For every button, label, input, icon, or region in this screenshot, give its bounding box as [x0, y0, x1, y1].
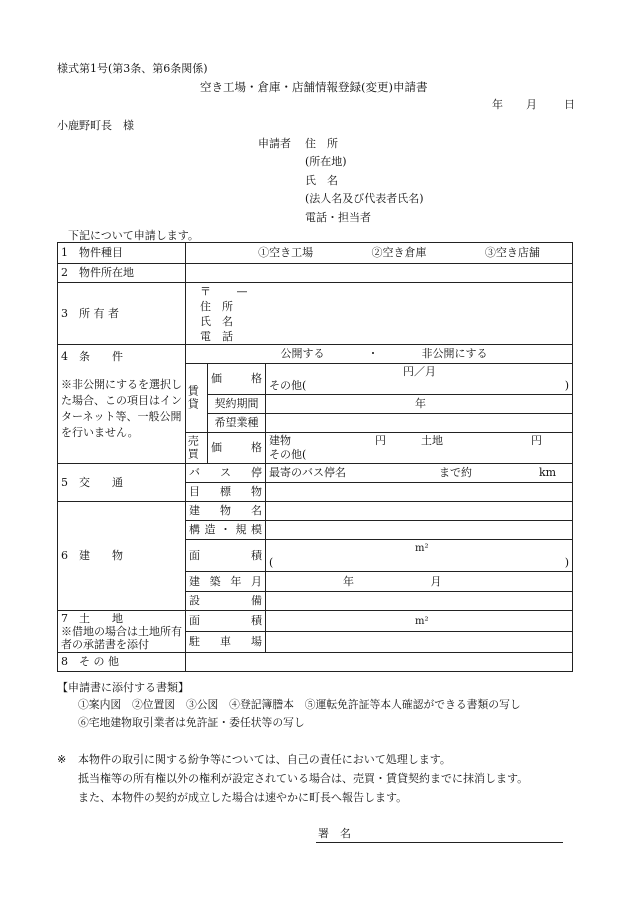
application-form-table	[57, 242, 573, 672]
owner-name: 氏 名	[200, 314, 233, 328]
building-area-open: (	[269, 555, 274, 569]
row7-note: ※借地の場合は土地所有者の承諾書を添付	[61, 625, 182, 651]
signature-label: 署 名	[318, 827, 351, 840]
rent-price-label: 価 格	[208, 364, 266, 395]
row7-label: 7 土 地	[61, 612, 123, 625]
option-public[interactable]: 公開する	[280, 347, 325, 361]
row7-label-cell	[58, 611, 186, 653]
row-other	[58, 653, 573, 672]
build-month-unit: 月	[430, 574, 442, 588]
building-area-field[interactable]	[266, 540, 573, 572]
property-type-options[interactable]	[186, 243, 573, 264]
option-store[interactable]: ③空き店舗	[484, 246, 540, 260]
rent-other-label: その他(	[269, 379, 307, 392]
sale-group-label: 売買	[186, 435, 200, 461]
applicant-name: 氏 名	[305, 174, 338, 187]
page-title: 空き工場・倉庫・店舗情報登録(変更)申請書	[200, 80, 428, 94]
row-location	[58, 264, 573, 283]
owner-postal: 〒 —	[200, 284, 248, 298]
rent-price-unit: 円／月	[403, 365, 436, 378]
contract-period-label: 契約期間	[208, 395, 266, 414]
sale-price-label: 価 格	[208, 433, 266, 464]
owner-address: 住 所	[200, 299, 233, 313]
attachments-heading: 【申請書に添付する書類】	[57, 681, 189, 694]
rent-group-cell	[186, 364, 208, 433]
sale-group-cell	[186, 433, 208, 464]
row6-label: 6 建 物	[58, 502, 186, 611]
sale-price-field[interactable]	[266, 433, 573, 464]
facilities-field[interactable]	[266, 592, 573, 611]
build-year-unit: 年	[343, 574, 354, 588]
signature-line[interactable]	[316, 842, 563, 843]
sale-land-yen: 円	[531, 434, 542, 447]
rent-group-label: 賃貸	[186, 385, 200, 411]
building-area-label: 面 積	[186, 540, 266, 572]
owner-phone: 電 話	[200, 329, 233, 343]
sale-building-yen: 円	[375, 434, 386, 447]
build-date-field[interactable]	[266, 572, 573, 592]
option-private[interactable]: 非公開にする	[421, 347, 488, 361]
landmark-field[interactable]	[266, 483, 573, 502]
bus-stop-field[interactable]	[266, 464, 573, 483]
date-month: 月	[526, 98, 537, 111]
sale-other-label: その他(	[269, 448, 307, 461]
row-conditions-visibility	[58, 345, 573, 364]
build-date-label: 建 築 年 月	[186, 572, 266, 592]
sale-building-label: 建物	[269, 434, 291, 447]
other-field[interactable]	[186, 653, 573, 672]
desired-industry-field[interactable]	[266, 414, 573, 433]
intro-text: 下記について申請します。	[68, 229, 199, 242]
row-property-type	[58, 243, 573, 264]
bus-stop-unit: km	[539, 466, 557, 480]
date-year: 年	[492, 98, 503, 111]
attachments-line-1: ①案内図 ②位置図 ③公図 ④登記簿謄本 ⑤運転免許証等本人確認ができる書類の写し	[78, 698, 521, 711]
footer-line-2: 抵当権等の所有権以外の権利が設定されている場合は、売買・賃貸契約までに抹消します。	[78, 772, 529, 785]
attachments-line-2: ⑥宅地建物取引業者は免許証・委任状等の写し	[78, 716, 305, 729]
applicant-phone: 電話・担当者	[305, 211, 371, 224]
row2-label: 2 物件所在地	[58, 264, 186, 283]
bus-stop-distance: まで約	[439, 466, 472, 480]
land-area-field[interactable]	[266, 611, 573, 632]
addressee: 小鹿野町長 様	[57, 119, 134, 132]
location-field[interactable]	[186, 264, 573, 283]
applicant-address-note: (所在地)	[305, 155, 347, 168]
row-building-name	[58, 502, 573, 521]
structure-label: 構造・規模	[186, 521, 266, 540]
parking-label: 駐 車 場	[186, 632, 266, 653]
row4-label: 4 条 件	[61, 350, 123, 363]
row-owner	[58, 283, 573, 345]
structure-field[interactable]	[266, 521, 573, 540]
footer-mark: ※	[57, 753, 67, 766]
building-name-label: 建 物 名	[186, 502, 266, 521]
form-number: 様式第1号(第3条、第6条関係)	[57, 62, 208, 75]
option-warehouse[interactable]: ②空き倉庫	[371, 246, 427, 260]
row4-note: ※非公開にするを選択した場合、この項目はインターネット等、一般公開を行いません。	[61, 378, 182, 439]
landmark-label: 目 標 物	[186, 483, 266, 502]
applicant-label: 申請者	[258, 137, 291, 150]
row1-label: 1 物件種目	[58, 243, 186, 264]
row5-label: 5 交 通	[58, 464, 186, 502]
row8-label: 8 そ の 他	[58, 653, 186, 672]
parking-field[interactable]	[266, 632, 573, 653]
footer-line-3: また、本物件の契約が成立した場合は速やかに町長へ報告します。	[78, 791, 408, 804]
rent-other-close: )	[564, 379, 570, 392]
sale-land-label: 土地	[421, 434, 443, 447]
bus-stop-label: バ ス 停	[186, 464, 266, 483]
desired-industry-label: 希望業種	[208, 414, 266, 433]
facilities-label: 設 備	[186, 592, 266, 611]
applicant-name-note: (法人名及び代表者氏名)	[305, 192, 424, 205]
row4-label-cell	[58, 345, 186, 464]
footer-line-1: 本物件の取引に関する紛争等については、自己の責任において処理します。	[78, 753, 451, 766]
land-area-label: 面 積	[186, 611, 266, 632]
building-area-unit: m²	[415, 542, 429, 554]
row-bus-stop	[58, 464, 573, 483]
applicant-address: 住 所	[305, 137, 338, 150]
option-factory[interactable]: ①空き工場	[258, 246, 314, 260]
building-name-field[interactable]	[266, 502, 573, 521]
contract-period-unit: 年	[415, 397, 426, 411]
date-day: 日	[564, 98, 575, 111]
land-area-unit: m²	[415, 616, 429, 627]
option-separator: ・	[367, 347, 379, 361]
visibility-options[interactable]	[186, 345, 573, 364]
row-land-area	[58, 611, 573, 632]
bus-stop-text: 最寄のバス停名	[269, 466, 346, 480]
rent-price-field[interactable]	[266, 364, 573, 395]
row3-label: 3 所 有 者	[58, 283, 186, 345]
contract-period-field[interactable]	[266, 395, 573, 414]
owner-field[interactable]	[186, 283, 573, 345]
building-area-close: )	[564, 555, 570, 569]
